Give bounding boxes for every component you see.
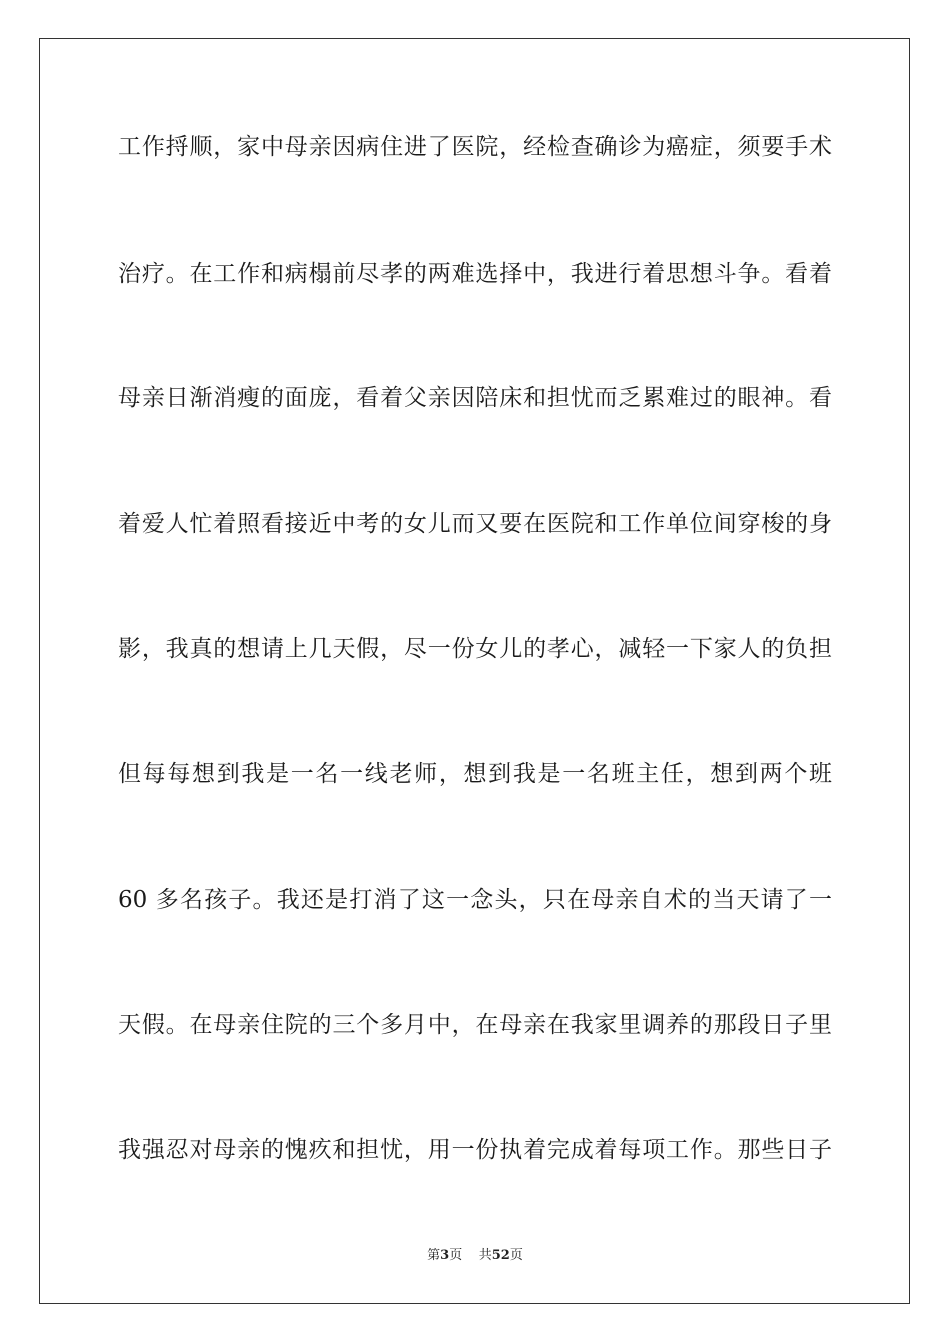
page-border [39, 38, 910, 1304]
page-prefix: 第 [427, 1248, 441, 1263]
total-suffix: 页 [509, 1248, 523, 1263]
paragraph-line-6: 但每每想到我是一名一线老师，想到我是一名班主任，想到两个班 [118, 761, 832, 787]
paragraph-line-1: 工作捋顺，家中母亲因病住进了医院，经检查确诊为癌症，须要手术 [118, 134, 832, 160]
total-pages: 52 [491, 1248, 510, 1263]
paragraph-line-9: 我强忍对母亲的愧疚和担忧，用一份执着完成着每项工作。那些日子 [118, 1137, 832, 1163]
page-number: 3 [440, 1248, 450, 1263]
paragraph-line-4: 着爱人忙着照看接近中考的女儿而又要在医院和工作单位间穿梭的身 [118, 511, 832, 537]
paragraph-line-8: 天假。在母亲住院的三个多月中，在母亲在我家里调养的那段日子里 [118, 1012, 832, 1038]
paragraph-line-3: 母亲日渐消瘦的面庞，看着父亲因陪床和担忧而乏累难过的眼神。看 [118, 385, 832, 411]
paragraph-line-5: 影，我真的想请上几天假，尽一份女儿的孝心，减轻一下家人的负担 [118, 636, 832, 662]
page-footer [0, 1247, 950, 1265]
page-suffix: 页 [449, 1248, 463, 1263]
paragraph-line-7: 60 多名孩子。我还是打消了这一念头，只在母亲自术的当天请了一 [118, 887, 832, 913]
total-prefix: 共 [478, 1248, 492, 1263]
paragraph-line-2: 治疗。在工作和病榻前尽孝的两难选择中，我进行着思想斗争。看着 [118, 261, 832, 287]
